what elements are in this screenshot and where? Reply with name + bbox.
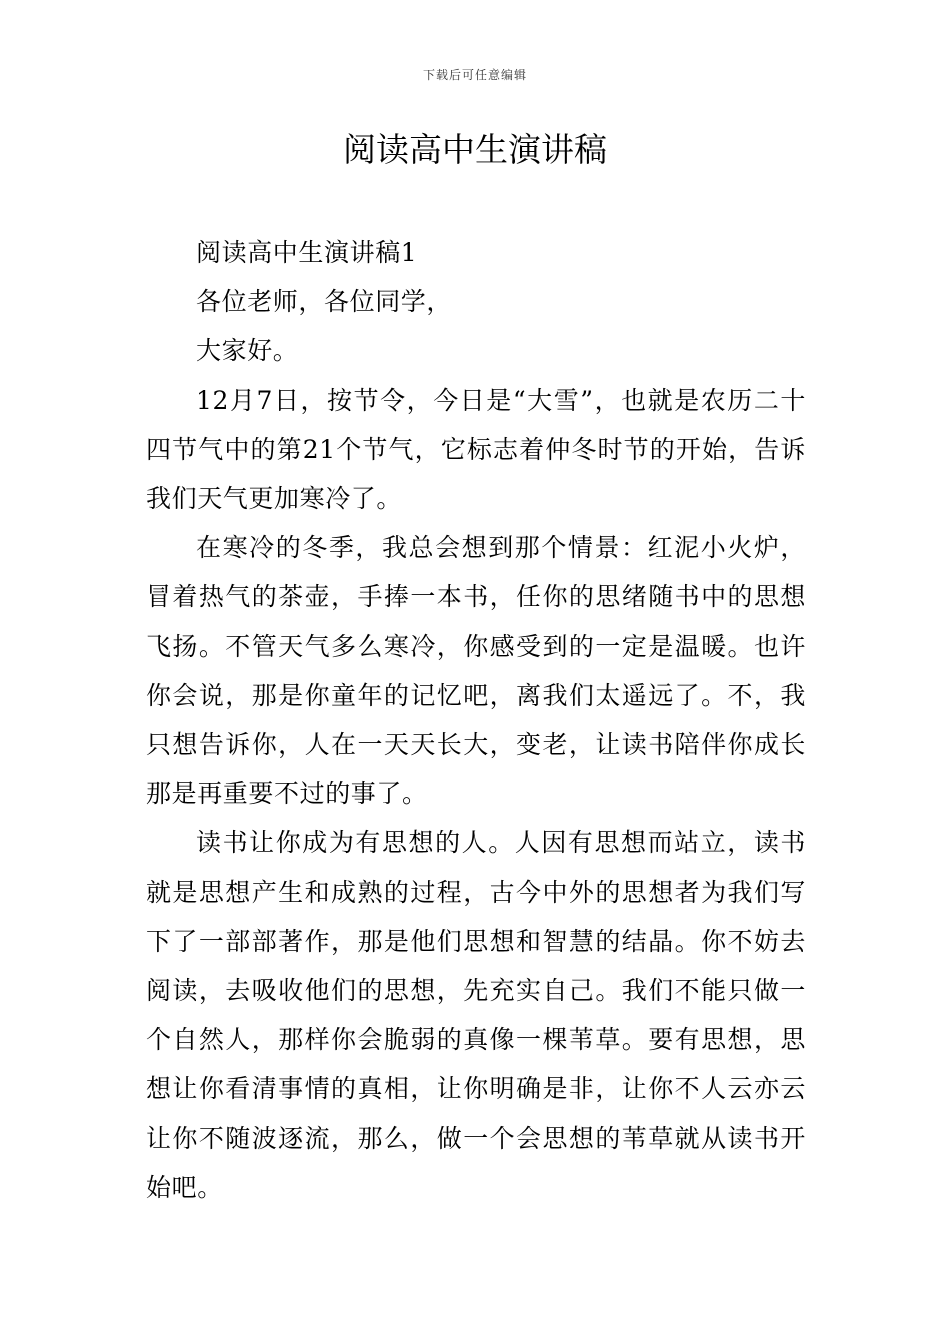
paragraph-greeting: 大家好。: [196, 336, 299, 366]
document-body: [146, 228, 806, 1212]
header-note: 下载后可任意编辑: [422, 68, 527, 82]
paragraph-body: 12月7日，按节令，今日是“大雪”，也就是农历二十四节气中的第21个节气，它标志着仲冬时节的开始，告诉我们天气更加寒冷了。: [146, 385, 806, 514]
paragraph-subtitle: 阅读高中生演讲稿1: [196, 238, 418, 267]
paragraph-body: 读书让你成为有思想的人。人因有思想而站立，读书就是思想产生和成熟的过程，古今中外的思想者为我们写下了一部部著作，那是他们思想和智慧的结晶。你不妨去阅读，去吸收他们的思想，先充实自己。我们不能只做一个自然人，那样你会脆弱的真像一棵苇草。要有思想，思想让你看清事情的真相，让你明确是非，让你不人云亦云让你不随波逐流，那么，做一个会思想的苇草就从读书开始吧。: [146, 828, 806, 1202]
paragraph-salutation: 各位老师，各位同学，: [196, 287, 453, 317]
document-title: 阅读高中生演讲稿: [343, 130, 607, 169]
paragraph-body: 在寒冷的冬季，我总会想到那个情景：红泥小火炉，冒着热气的茶壶，手捧一本书，任你的思绪随书中的思想飞扬。不管天气多么寒冷，你感受到的一定是温暖。也许你会说，那是你童年的记忆吧，离我们太遥远了。不，我只想告诉你，人在一天天长大，变老，让读书陪伴你成长那是再重要不过的事了。: [146, 533, 806, 809]
